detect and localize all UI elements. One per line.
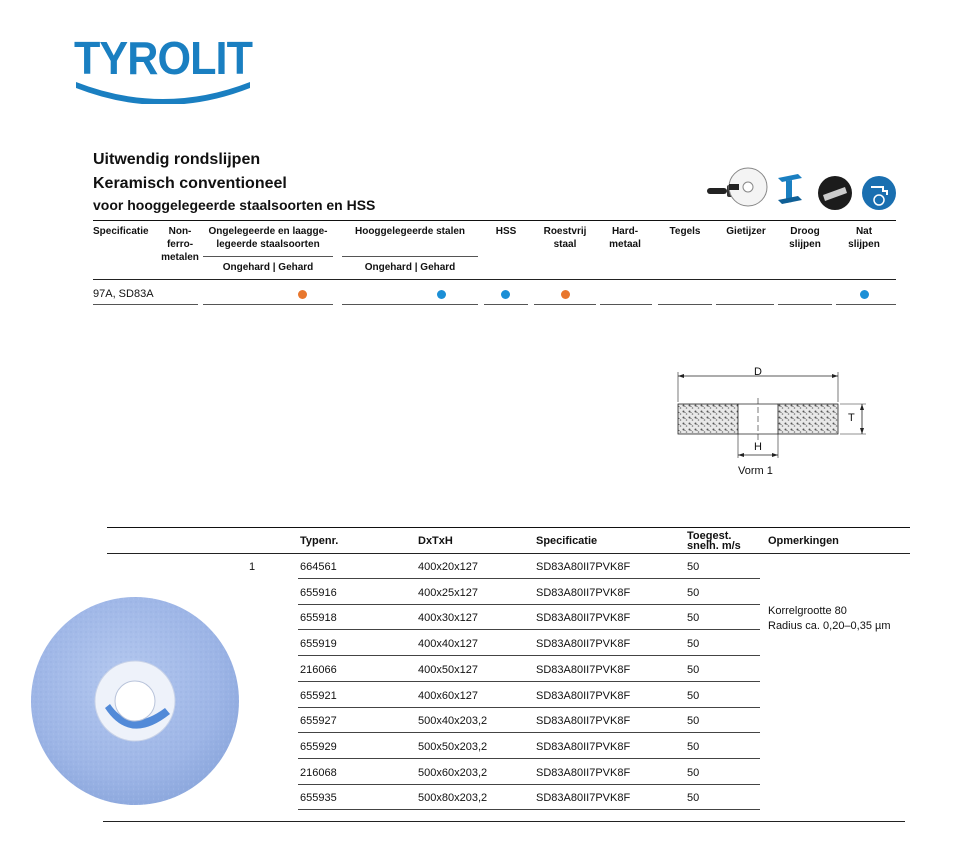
cell-speed: 50 [687,690,700,702]
cell-typenr: 655919 [300,638,337,650]
cell-spec: SD83A80II7PVK8F [536,767,631,779]
disc-icon [727,166,769,208]
product-table-top-rule [107,527,910,528]
app-header-stainless: Roestvrij staal [543,226,587,250]
col-header-dims: DxTxH [418,535,453,547]
cell-speed: 50 [687,664,700,676]
app-header-low-alloy: Ongelegeerde en laagge- legeerde staalsoorten [208,226,328,250]
cell-typenr: 655935 [300,792,337,804]
row-separator [298,784,760,785]
cell-spec: SD83A80II7PVK8F [536,690,631,702]
wheel-cross-section-diagram [670,362,870,482]
cell-speed: 50 [687,638,700,650]
grinding-wheel-image [30,596,240,806]
wet-grinding-icon [861,175,897,211]
cell-spec: SD83A80II7PVK8F [536,587,631,599]
suitability-dot-wet [860,290,869,299]
suitability-dot-hss [501,290,510,299]
cell-typenr: 655921 [300,690,337,702]
col-header-spec: Specificatie [536,535,598,547]
page-bottom-rule [103,821,905,822]
cell-speed: 50 [687,612,700,624]
cell-spec: SD83A80II7PVK8F [536,741,631,753]
col-header-typenr: Typenr. [300,535,339,547]
remarks-grain-size: Korrelgrootte 80 [768,605,847,617]
cell-spec: SD83A80II7PVK8F [536,664,631,676]
app-header-hss: HSS [495,226,517,237]
cell-spec: SD83A80II7PVK8F [536,561,631,573]
cell-typenr: 655929 [300,741,337,753]
cell-dims: 400x20x127 [418,561,478,573]
cell-speed: 50 [687,587,700,599]
tyrolit-logo [68,30,258,104]
cell-typenr: 655918 [300,612,337,624]
cell-spec: SD83A80II7PVK8F [536,612,631,624]
row-separator [298,732,760,733]
app-header-wet: Nat slijpen [848,226,880,250]
svg-text:TYROLIT: TYROLIT [74,32,253,84]
app-header-dry: Droog slijpen [789,226,821,250]
row-separator [298,578,760,579]
cell-dims: 400x50x127 [418,664,478,676]
cell-typenr: 655916 [300,587,337,599]
cell-dims: 500x60x203,2 [418,767,488,779]
diagram-label-h: H [754,441,762,453]
row-separator [298,629,760,630]
cell-speed: 50 [687,741,700,753]
cell-dims: 400x30x127 [418,612,478,624]
app-header-castiron: Gietijzer [726,226,766,237]
app-subheader-low: Ongehard | Gehard [222,262,314,273]
col-header-speed: Toegest. snelh. m/s [687,530,741,552]
row-separator [298,707,760,708]
app-table-header-rule [93,279,896,280]
app-header-high-alloy: Hooggelegeerde stalen [354,226,466,237]
row-separator [298,809,760,810]
diagram-caption: Vorm 1 [738,465,773,477]
app-table-top-rule [93,220,896,221]
product-table-header-rule [107,553,910,554]
page-subtitle: Keramisch conventioneel [93,175,287,192]
row-separator [298,604,760,605]
app-header-spec: Specificatie [93,226,149,237]
cell-typenr: 216068 [300,767,337,779]
suitability-dot-low-alloy-hardened [298,290,307,299]
col-header-remarks: Opmerkingen [768,535,839,547]
dry-grinding-icon [817,175,853,211]
cell-dims: 400x60x127 [418,690,478,702]
cell-dims: 500x40x203,2 [418,715,488,727]
cell-speed: 50 [687,792,700,804]
cell-dims: 400x40x127 [418,638,478,650]
cell-typenr: 655927 [300,715,337,727]
form-number: 1 [249,561,256,573]
diagram-label-t: T [848,412,855,424]
app-header-nonferro: Non- ferro- metalen [161,226,199,263]
app-row-spec: 97A, SD83A [93,288,154,300]
diagram-label-d: D [754,366,762,378]
cell-speed: 50 [687,561,700,573]
row-separator [298,655,760,656]
steel-beam-icon [774,172,806,208]
cell-spec: SD83A80II7PVK8F [536,638,631,650]
cell-dims: 500x50x203,2 [418,741,488,753]
page-title: Uitwendig rondslijpen [93,151,261,168]
cell-spec: SD83A80II7PVK8F [536,715,631,727]
cell-dims: 500x80x203,2 [418,792,488,804]
cell-typenr: 216066 [300,664,337,676]
cell-typenr: 664561 [300,561,337,573]
cell-speed: 50 [687,767,700,779]
app-header-tiles: Tegels [669,226,701,237]
app-header-hardmetal: Hard- metaal [609,226,641,250]
row-separator [298,681,760,682]
remarks-radius: Radius ca. 0,20–0,35 µm [768,620,891,632]
cell-dims: 400x25x127 [418,587,478,599]
suitability-dot-stainless [561,290,570,299]
cell-speed: 50 [687,715,700,727]
page-subtitle-2: voor hooggelegeerde staalsoorten en HSS [93,197,376,213]
cell-spec: SD83A80II7PVK8F [536,792,631,804]
row-separator [298,758,760,759]
app-subheader-high: Ongehard | Gehard [364,262,456,273]
suitability-dot-high-alloy-hardened [437,290,446,299]
